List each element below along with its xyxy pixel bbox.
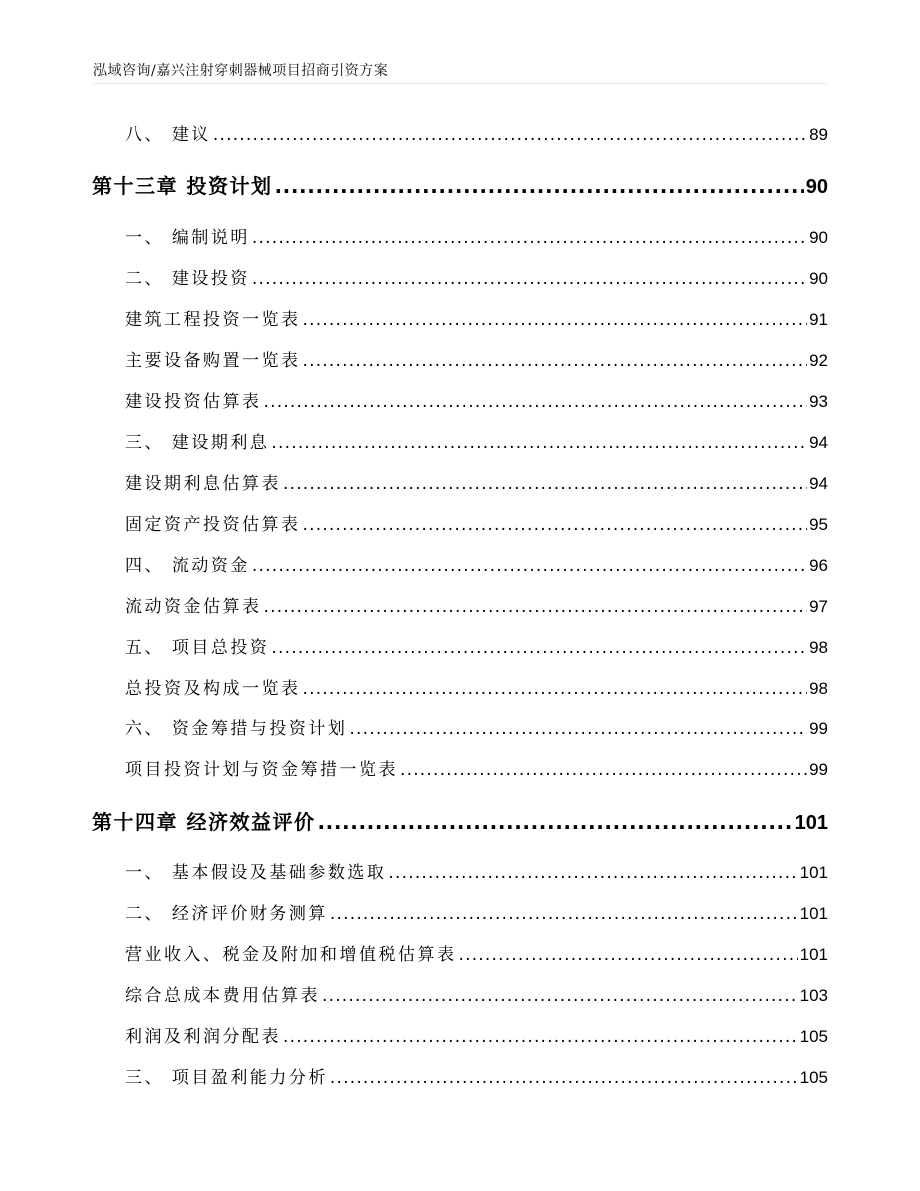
toc-entry-title: 二、 建设投资 [125,269,250,289]
toc-leader-dots [317,808,792,836]
toc-entry-page: 99 [809,760,828,779]
toc-entry-title: 建筑工程投资一览表 [125,310,301,330]
toc-entry-page: 89 [809,125,828,144]
toc-entry[interactable] [125,431,828,455]
toc-entry[interactable] [125,472,828,496]
toc-entry-title: 二、 经济评价财务测算 [125,904,328,924]
toc-entry[interactable] [125,554,828,578]
toc-leader-dots [271,636,807,660]
toc-leader-dots [252,226,807,250]
toc-entry-title: 一、 基本假设及基础参数选取 [125,863,387,883]
toc-entry[interactable] [125,123,828,147]
toc-entry[interactable] [125,267,828,291]
toc-entry-page: 98 [809,638,828,657]
toc-entry-page: 98 [809,679,828,698]
toc-entry[interactable] [125,717,828,741]
toc-leader-dots [303,349,808,373]
toc-leader-dots [459,943,798,967]
toc-leader-dots [283,1025,798,1049]
toc-leader-dots [322,984,798,1008]
toc-entry-page: 91 [809,310,828,329]
toc-entry-title: 营业收入、税金及附加和增值税估算表 [125,945,457,965]
toc-leader-dots [271,431,807,455]
toc-entry-page: 96 [809,556,828,575]
toc-entry-page: 95 [809,515,828,534]
toc-entry[interactable] [125,636,828,660]
toc-leader-dots [330,1066,798,1090]
toc-entry-page: 90 [809,269,828,288]
toc-leader-dots [330,902,798,926]
toc-chapter-page: 90 [805,176,828,198]
toc-entry[interactable] [125,308,828,332]
toc-entry[interactable] [125,984,828,1008]
toc-leader-dots [283,472,807,496]
toc-chapter-title: 第十四章 经济效益评价 [92,810,316,834]
toc-entry[interactable] [125,390,828,414]
toc-leader-dots [252,267,807,291]
toc-leader-dots [303,513,808,537]
toc-entry[interactable] [125,513,828,537]
toc-entry-page: 92 [809,351,828,370]
toc-chapter-entry[interactable] [92,808,828,837]
toc-entry[interactable] [125,226,828,250]
toc-leader-dots [388,861,797,885]
toc-entry-title: 建设投资估算表 [125,392,262,412]
toc-entry-page: 105 [799,1068,828,1087]
toc-entry-page: 105 [799,1027,828,1046]
toc-entry[interactable] [125,758,828,782]
page-header: 泓域咨询/嘉兴注射穿刺器械项目招商引资方案 [93,63,389,79]
toc-entry-page: 101 [799,863,828,882]
toc-leader-dots [400,758,807,782]
toc-entry[interactable] [125,349,828,373]
toc-leader-dots [303,308,808,332]
toc-entry-title: 建设期利息估算表 [125,474,281,494]
toc-entry-title: 三、 建设期利息 [125,433,270,453]
toc-leader-dots [303,677,808,701]
toc-leader-dots [349,717,807,741]
toc-leader-dots [274,172,803,200]
toc-leader-dots [264,390,808,414]
toc-entry-title: 主要设备购置一览表 [125,351,301,371]
toc-entry[interactable] [125,677,828,701]
toc-entry-title: 利润及利润分配表 [125,1027,281,1047]
toc-entry[interactable] [125,943,828,967]
toc-leader-dots [252,554,807,578]
toc-entry[interactable] [125,861,828,885]
toc-entry[interactable] [125,902,828,926]
toc-entry-page: 93 [809,392,828,411]
toc-entry-page: 103 [799,986,828,1005]
toc-entry[interactable] [125,1066,828,1090]
toc-entry-page: 94 [809,433,828,452]
toc-entry-page: 101 [799,945,828,964]
toc-entry-title: 流动资金估算表 [125,597,262,617]
toc-entry-title: 项目投资计划与资金筹措一览表 [125,760,398,780]
toc-entry-page: 90 [809,228,828,247]
toc-entry-title: 固定资产投资估算表 [125,515,301,535]
toc-entry-title: 八、 建议 [125,125,211,145]
toc-entry[interactable] [125,595,828,619]
toc-chapter-page: 101 [794,812,828,834]
toc-entry-title: 综合总成本费用估算表 [125,986,320,1006]
toc-entry-title: 三、 项目盈利能力分析 [125,1068,328,1088]
toc-entry[interactable] [125,1025,828,1049]
toc-entry-title: 六、 资金筹措与投资计划 [125,719,348,739]
toc-entry-title: 五、 项目总投资 [125,638,270,658]
toc-entry-page: 97 [809,597,828,616]
toc-entry-title: 总投资及构成一览表 [125,679,301,699]
toc-chapter-entry[interactable] [92,172,828,201]
toc-entry-title: 一、 编制说明 [125,228,250,248]
toc-entry-page: 101 [799,904,828,923]
toc-leader-dots [213,123,807,147]
toc-entry-title: 四、 流动资金 [125,556,250,576]
toc-leader-dots [264,595,808,619]
toc-chapter-title: 第十三章 投资计划 [92,174,273,198]
toc-entry-page: 99 [809,719,828,738]
toc-entry-page: 94 [809,474,828,493]
